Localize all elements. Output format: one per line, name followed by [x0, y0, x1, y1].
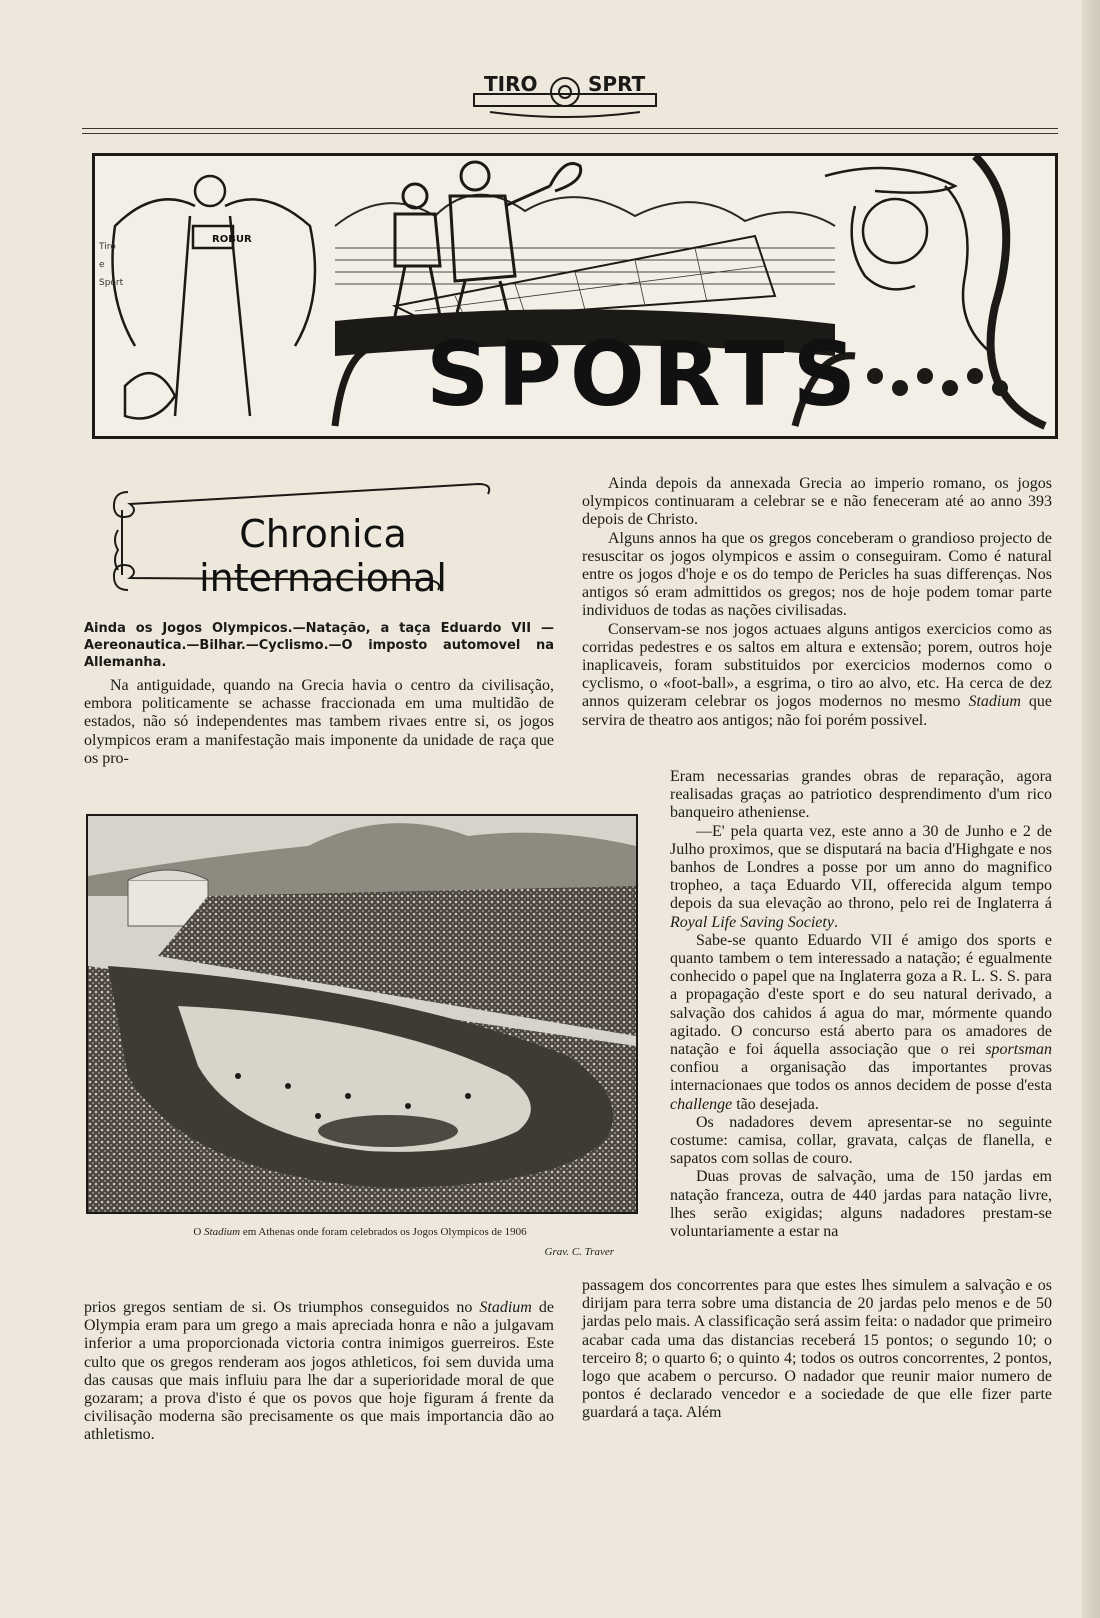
right-column-narrow [670, 768, 1052, 1241]
banner-side-label: Tiro [99, 242, 116, 252]
text-run-italic: sportsman [985, 1041, 1052, 1059]
masthead-logo [470, 64, 660, 120]
stadium-photo [86, 814, 638, 1214]
left-column-top [84, 677, 554, 768]
text-run-italic: challenge [670, 1095, 733, 1113]
paragraph: Ainda depois da annexada Grecia ao imperio romano, os jogos olympicos continuaram a celebrar se e não feneceram até ao anno 393 depois de Christo. [582, 475, 1052, 529]
top-rule-secondary [82, 133, 1058, 134]
text-run: —E' pela quarta vez, este anno a 30 de Junho e 2 de Julho proximos, que se disputará na bacia d'Highgate e nos banhos de Londres a posse por um anno do magnifico tropheo, a taça Eduardo VII, offerecida algum tempo depois da sua elevação ao throno, pelo rei de Inglaterra á [670, 822, 1052, 913]
sports-banner-illustration [92, 153, 1058, 439]
paragraph: Duas provas de salvação, uma de 150 jardas em natação franceza, outra de 440 jardas para natação livre, lhes serão exigidas; alguns nadadores prestam-se voluntariamente a estar na [670, 1168, 1052, 1241]
svg-text:SPRT: SPRT [588, 72, 646, 96]
masthead-ornament-icon [470, 64, 660, 120]
paragraph: passagem dos concorrentes para que estes lhes simulem a salvação e os dirijam para terra sobre uma distancia de 20 jardas pelo menos e de 50 jardas pelo mais. A classificação será assim feita: o nadador que primeiro acabar cada uma das distancias receberá 15 pontos; o segundo 10; o terceiro 8; o quarto 6; o quinto 4; todos os outros concorrentes, 2 pontos, logo que acabem o percurso. O nadador que reunir maior numero de pontos é declarado vencedor e a sociedade de que elle fizer parte guardará a taça. Além [582, 1277, 1052, 1422]
text-run: Sabe-se quanto Eduardo VII é amigo dos sports e quanto tambem o tem interessado a natação; é egualmente conhecido o papel que na Inglaterra goza a R. L. S. S. para a propagação d'este sport e do seu natural derivado, a salvação dos cahidos á agua do mar, mórmente quando agitado. O concurso está aberto para os amadores de natação e foi áquella associação que o rei [670, 931, 1052, 1059]
right-column-top [582, 475, 1052, 730]
photo-credit: Grav. C. Traver [544, 1246, 614, 1258]
svg-text:TIRO: TIRO [484, 72, 538, 96]
caption-suffix: em Athenas onde foram celebrados os Jogos Olympicos de 1906 [240, 1226, 527, 1238]
paragraph [582, 621, 1052, 730]
stadium-photo-image-icon [88, 816, 636, 1212]
paragraph: Os nadadores devem apresentar-se no seguinte costume: camisa, collar, gravata, calças de flanella, e sapatos com sollas de couro. [670, 1113, 1052, 1168]
section-title: Chronica internacional [199, 512, 447, 600]
paragraph [670, 932, 1052, 1114]
left-column-bottom [84, 1299, 554, 1445]
right-column-bottom [582, 1277, 1052, 1423]
banner-plaque-text: ROBUR [212, 234, 252, 245]
caption-prefix: O [193, 1226, 205, 1238]
banner-side-label: Sport [99, 278, 124, 288]
text-run-italic: Stadium [968, 693, 1021, 711]
text-run: de Olympia eram para um grego a mais apreciada honra e não a julgavam inferior a uma proporcionada victoria contra inimigos guerreiros. Este culto que os gregos renderam aos jogos athleticos, foi sem duvida uma das causas que mais influiu para lhe dar a superioridade moral de que gozaram; a prova d'isto é que os povos que hoje figuram á frente da civilisação moderna são precisamente os que mais importancia dão ao athletismo. [84, 1299, 554, 1444]
paragraph [84, 1299, 554, 1445]
paragraph [670, 823, 1052, 932]
top-rule [82, 128, 1058, 129]
text-run: Conservam-se nos jogos actuaes alguns antigos exercicios como as corridas pedestres e os saltos em altura e extensão; porem, outros hoje inaplicaveis, foram substituidos por exercicios modernos como o cyclismo, o «foot-ball», a esgrima, o tiro ao alvo, etc. Ha cerca de dez annos quizeram celebrar os jogos modernos no mesmo [582, 620, 1052, 711]
article-summary: Ainda os Jogos Olympicos.—Natação, a taça Eduardo VII —Aereonautica.—Bilhar.—Cyclismo.—O imposto automovel na Allemanha. [84, 621, 554, 670]
text-run: prios gregos sentiam de si. Os triumphos conseguidos no [84, 1299, 480, 1316]
text-run-italic: Stadium [479, 1299, 532, 1316]
text-run: confiou a organisação das importantes provas internacionaes que todos os annos decidem de posse d'esta [670, 1059, 1052, 1095]
paragraph: Na antiguidade, quando na Grecia havia o centro da civilisação, embora politicamente se achasse fraccionada em uma multidão de estados, não só independentes mas tambem rivaes entre si, os jogos olympicos eram a manifestação mais imponente da unidade de raça que os pro- [84, 677, 554, 767]
section-heading [108, 480, 498, 602]
text-run: tão desejada. [732, 1095, 819, 1113]
photo-caption [86, 1226, 634, 1238]
text-run: . [833, 913, 838, 931]
caption-italic: Stadium [204, 1226, 241, 1238]
paragraph: Alguns annos ha que os gregos conceberam o grandioso projecto de resuscitar os jogos olympicos e assim o conseguiram. Como é natural entre os jogos d'hoje e os do tempo de Pericles ha suas differenças. Nos antigos só eram admittidos os gregos; nos de hoje podem tomar parte individuos de todas as nações civilisadas. [582, 529, 1052, 620]
text-run: que servira de theatro aos antigos; não foi porém possivel. [582, 693, 1052, 729]
banner-side-label: e [99, 260, 105, 270]
page-edge [1082, 0, 1100, 1618]
paragraph: Eram necessarias grandes obras de reparação, agora realisadas graças ao patriotico desprendimento d'um rico banqueiro atheniense. [670, 768, 1052, 822]
banner-title: SPORTS [426, 323, 864, 426]
text-run-italic: Royal Life Saving Society [670, 913, 834, 931]
